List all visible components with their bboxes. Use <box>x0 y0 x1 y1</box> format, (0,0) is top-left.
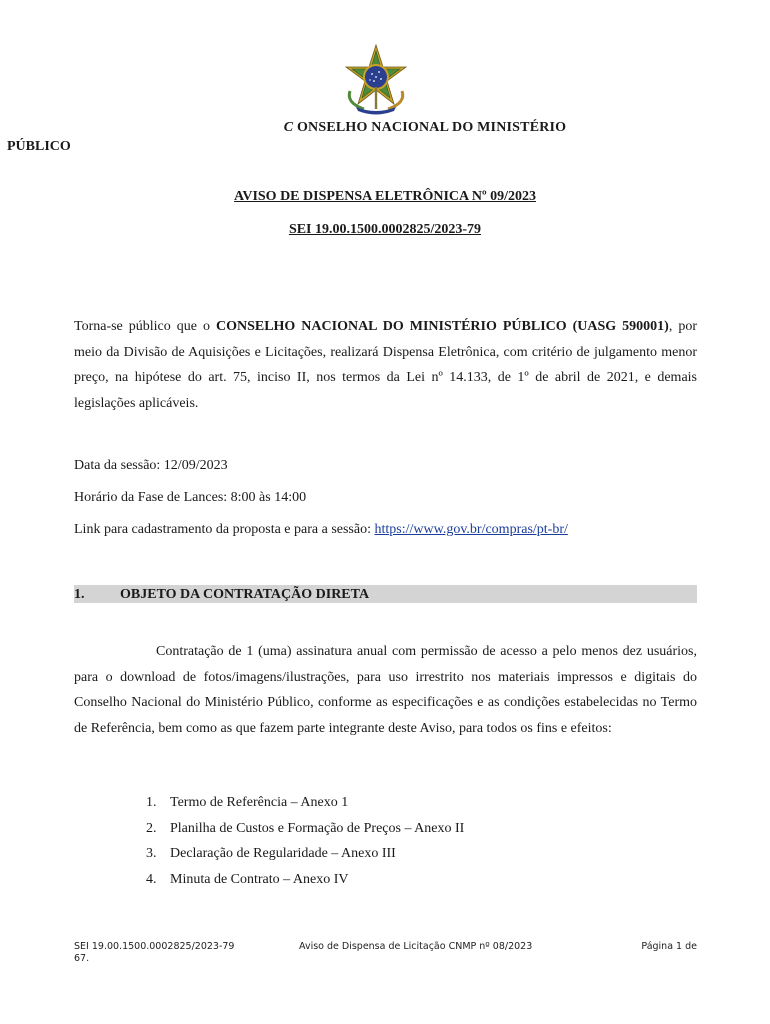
document-title: AVISO DE DISPENSA ELETRÔNICA Nº 09/2023 <box>234 189 536 204</box>
footer-sei: SEI 19.00.1500.0002825/2023-79 <box>74 941 235 952</box>
brazil-coat-of-arms-icon <box>339 44 413 116</box>
annex-list <box>146 793 464 895</box>
section-1-body: Contratação de 1 (uma) assinatura anual com permissão de acesso a pelo menos dez usuários, para o download de fotos/imagens/ilustrações, para uso irrestrito nos materiais impressos e digitais do Conselho Nacional do Ministério Público, conforme as especificações e as condições estabelecidas no Termo de Referência, bem como as que fazem parte integrante deste Aviso, para todos os fins e efeitos: <box>74 644 697 736</box>
session-time: Horário da Fase de Lances: 8:00 às 14:00 <box>74 490 307 505</box>
list-item-number: 1. <box>146 795 157 810</box>
sei-number: SEI 19.00.1500.0002825/2023-79 <box>288 222 482 237</box>
session-link-line <box>74 522 568 538</box>
session-link[interactable]: https://www.gov.br/compras/pt-br/ <box>374 522 568 537</box>
list-item <box>146 844 464 870</box>
session-link-label: Link para cadastramento da proposta e para a sessão: <box>74 522 375 537</box>
institution-first-letter: C <box>283 120 294 135</box>
list-item-number: 3. <box>146 846 157 861</box>
institution-name-line2: PÚBLICO <box>7 139 71 154</box>
list-item-number: 4. <box>146 871 157 887</box>
section-heading-1 <box>74 585 697 603</box>
section-number: 1. <box>74 587 85 602</box>
footer-page-number: Página 1 de <box>641 941 697 952</box>
section-title: OBJETO DA CONTRATAÇÃO DIRETA <box>120 587 370 602</box>
institution-name-line1 <box>0 120 770 136</box>
list-item-label: Planilha de Custos e Formação de Preços – Anexo II <box>170 820 465 836</box>
footer-page-total: 67. <box>74 953 90 964</box>
intro-pre: Torna-se público que o <box>74 319 216 334</box>
list-item-number: 2. <box>146 820 157 836</box>
footer-document-name: Aviso de Dispensa de Licitação CNMP nº 08/2023 <box>299 941 533 952</box>
institution-name-rest: ONSELHO NACIONAL DO MINISTÉRIO <box>293 120 567 135</box>
list-item-label: Termo de Referência – Anexo 1 <box>170 795 349 810</box>
session-date: Data da sessão: 12/09/2023 <box>74 458 228 473</box>
list-item-label: Minuta de Contrato – Anexo IV <box>170 871 349 887</box>
list-item <box>146 793 464 819</box>
list-item <box>146 870 464 896</box>
list-item-label: Declaração de Regularidade – Anexo III <box>170 846 396 861</box>
intro-entity: CONSELHO NACIONAL DO MINISTÉRIO PÚBLICO (UASG 590001) <box>215 319 669 334</box>
intro-paragraph <box>74 314 697 416</box>
list-item <box>146 819 464 845</box>
intro-rest: , por meio da Divisão de Aquisições e Licitações, realizará Dispensa Eletrônica, com critério de julgamento menor preço, na hipótese do art. 75, inciso II, nos termos da Lei nº 14.133, de 1º de abril de 2021, e demais legislações aplicáveis. <box>74 319 697 411</box>
